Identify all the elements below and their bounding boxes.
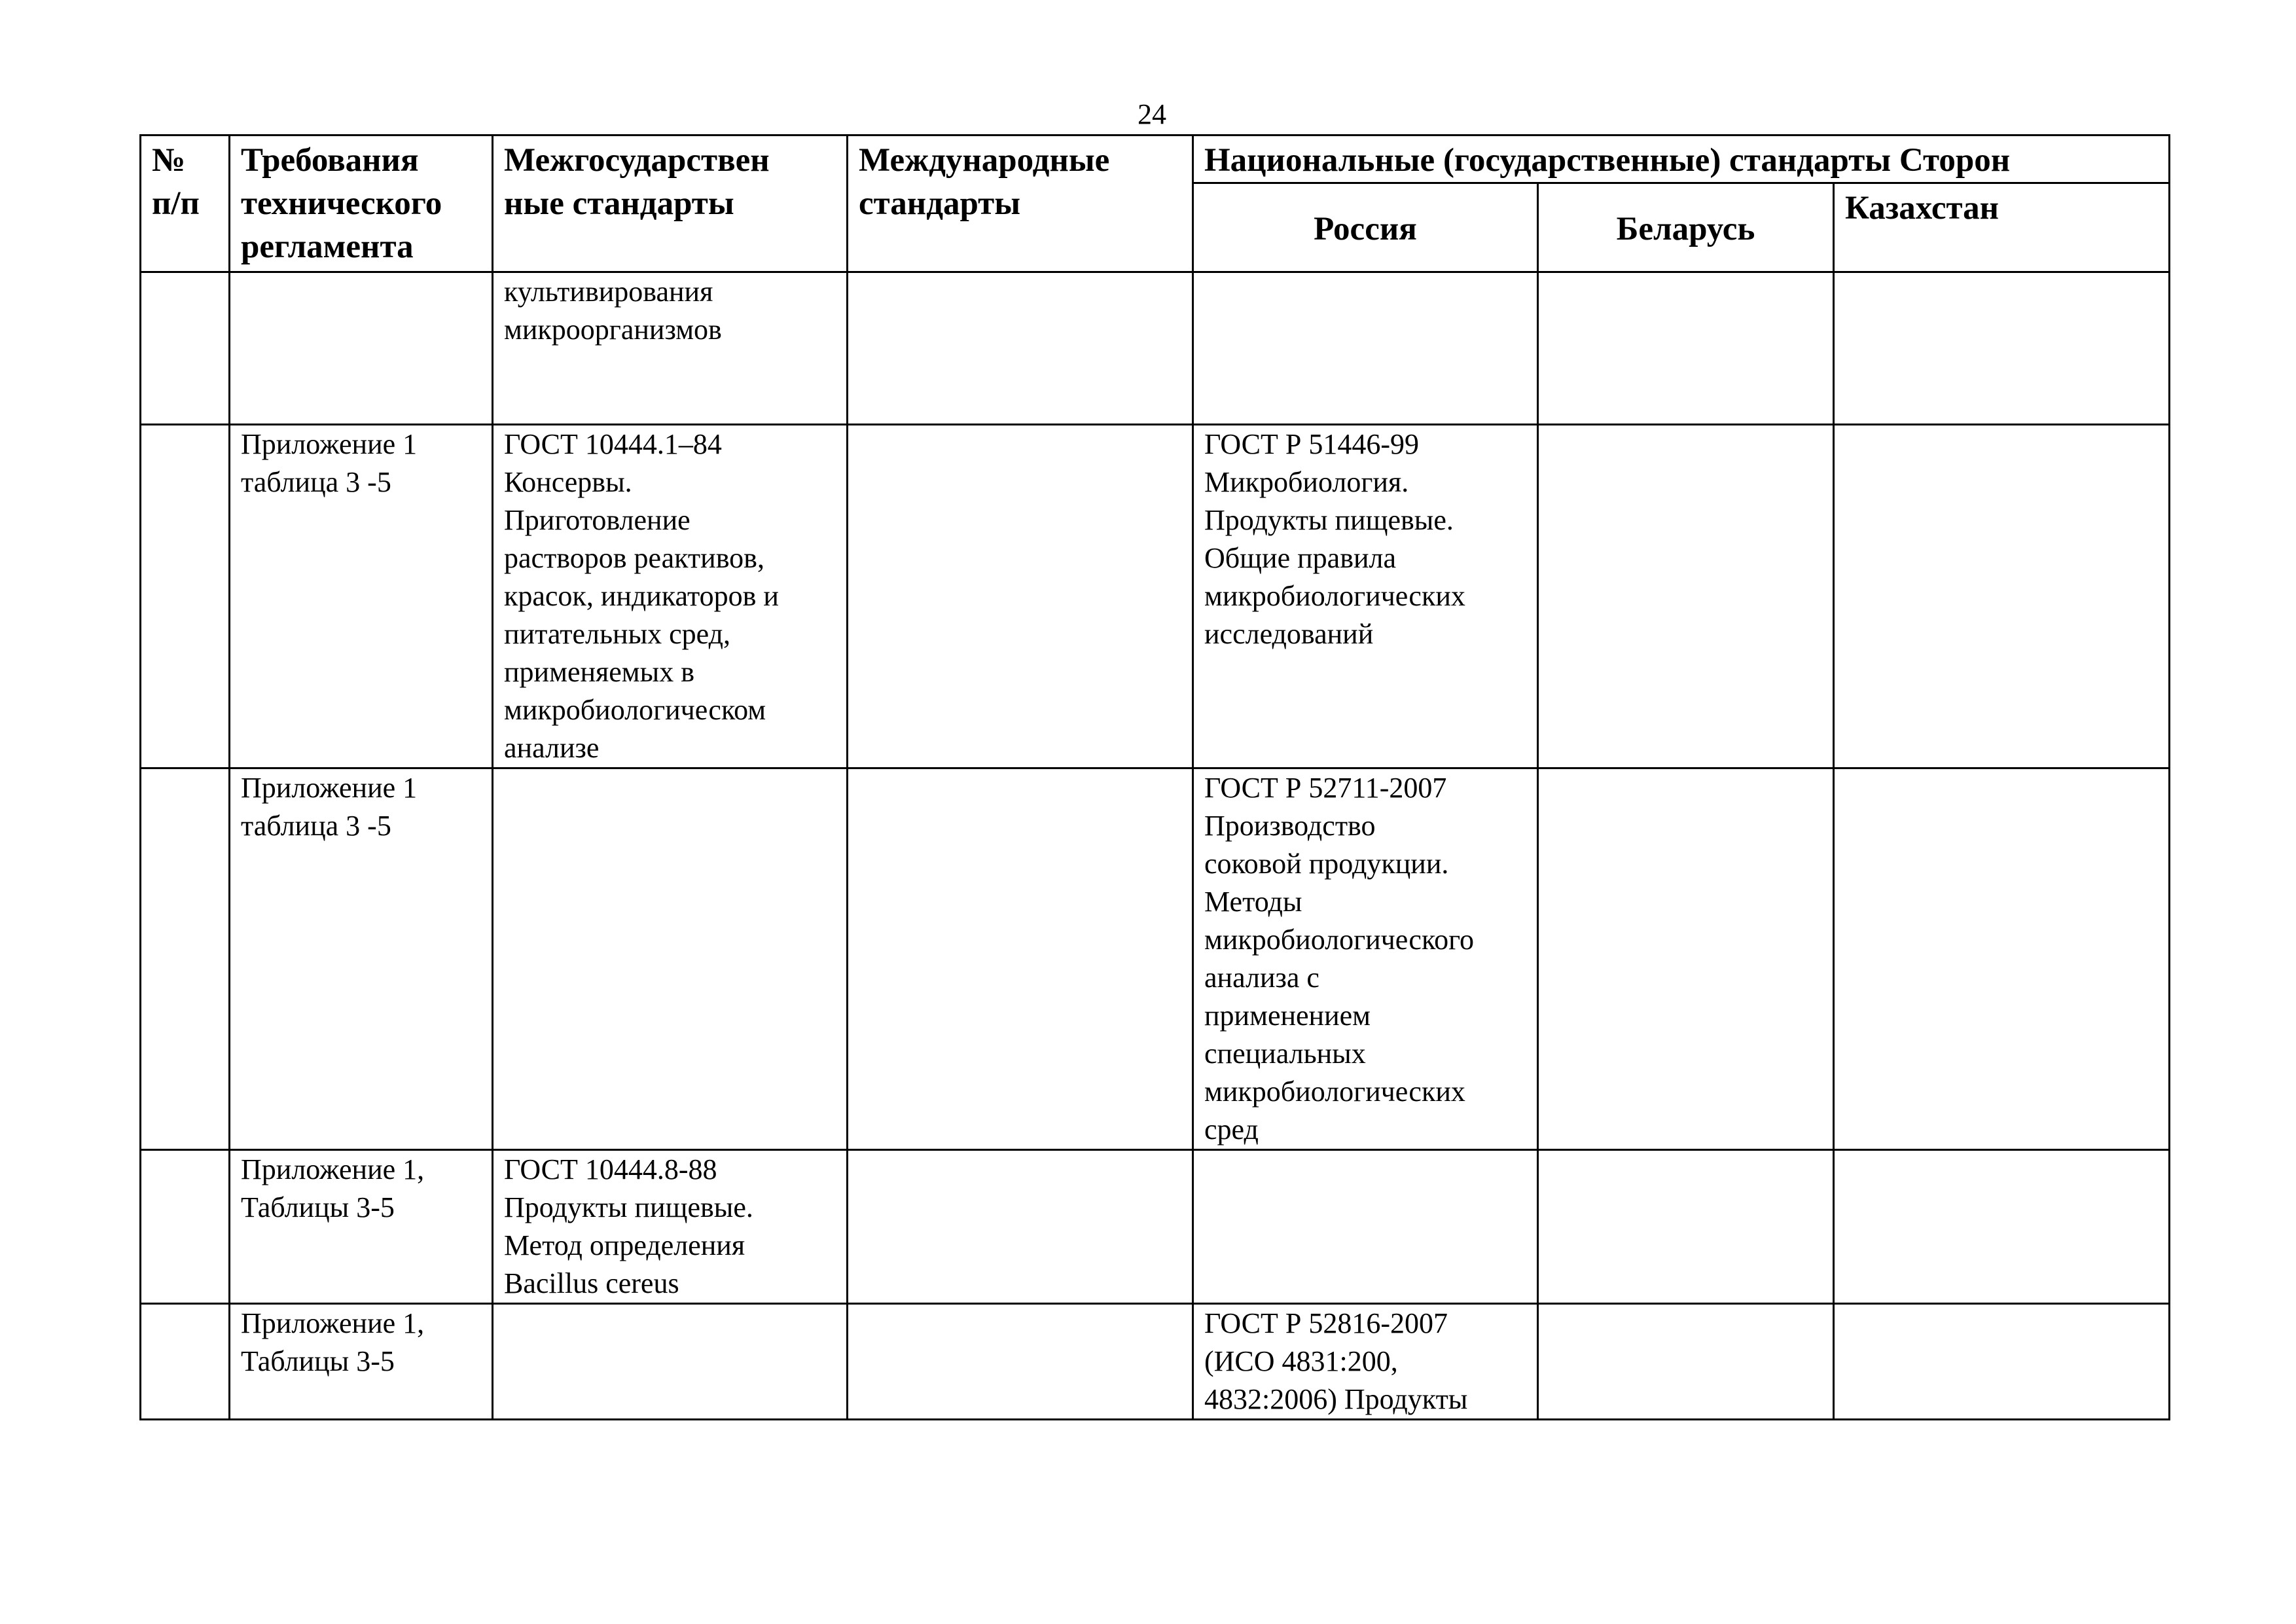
cell-kazakhstan bbox=[1834, 425, 2170, 768]
cell-kazakhstan bbox=[1834, 1304, 2170, 1420]
header-belarus: Беларусь bbox=[1538, 183, 1834, 272]
cell-kazakhstan bbox=[1834, 272, 2170, 425]
cell-kazakhstan bbox=[1834, 768, 2170, 1150]
cell-international bbox=[848, 1304, 1193, 1420]
table-row bbox=[141, 1304, 2170, 1420]
cell-requirements: Приложение 1 таблица 3 -5 bbox=[230, 768, 493, 1150]
cell-requirements bbox=[230, 272, 493, 425]
cell-num bbox=[141, 768, 230, 1150]
cell-russia bbox=[1193, 1150, 1538, 1304]
header-russia: Россия bbox=[1193, 183, 1538, 272]
header-requirements: Требования технического регламента bbox=[230, 135, 493, 272]
table-row bbox=[141, 768, 2170, 1150]
cell-requirements: Приложение 1, Таблицы 3-5 bbox=[230, 1150, 493, 1304]
cell-belarus bbox=[1538, 425, 1834, 768]
table-row bbox=[141, 272, 2170, 425]
cell-russia: ГОСТ Р 52816-2007 (ИСО 4831:200, 4832:2006) Продукты bbox=[1193, 1304, 1538, 1420]
cell-kazakhstan bbox=[1834, 1150, 2170, 1304]
cell-interstate: культивирования микроорганизмов bbox=[493, 272, 848, 425]
cell-international bbox=[848, 1150, 1193, 1304]
cell-international bbox=[848, 272, 1193, 425]
header-international-standards: Международные стандарты bbox=[848, 135, 1193, 272]
table-row bbox=[141, 425, 2170, 768]
standards-table bbox=[139, 134, 2170, 1420]
header-num: № п/п bbox=[141, 135, 230, 272]
cell-num bbox=[141, 1150, 230, 1304]
cell-international bbox=[848, 425, 1193, 768]
cell-russia bbox=[1193, 272, 1538, 425]
page-number: 24 bbox=[1138, 98, 1166, 130]
header-interstate-standards: Межгосударствен ные стандарты bbox=[493, 135, 848, 272]
cell-interstate bbox=[493, 1304, 848, 1420]
table-row bbox=[141, 1150, 2170, 1304]
cell-requirements: Приложение 1 таблица 3 -5 bbox=[230, 425, 493, 768]
cell-interstate bbox=[493, 768, 848, 1150]
cell-russia: ГОСТ Р 51446-99 Микробиология. Продукты пищевые. Общие правила микробиологических исследований bbox=[1193, 425, 1538, 768]
cell-interstate: ГОСТ 10444.1–84 Консервы. Приготовление растворов реактивов, красок, индикаторов и питательных сред, применяемых в микробиологическом анализе bbox=[493, 425, 848, 768]
cell-international bbox=[848, 768, 1193, 1150]
cell-requirements: Приложение 1, Таблицы 3-5 bbox=[230, 1304, 493, 1420]
cell-belarus bbox=[1538, 272, 1834, 425]
cell-num bbox=[141, 425, 230, 768]
cell-belarus bbox=[1538, 768, 1834, 1150]
header-kazakhstan: Казахстан bbox=[1834, 183, 2170, 272]
cell-interstate: ГОСТ 10444.8-88 Продукты пищевые. Метод определения Bacillus cereus bbox=[493, 1150, 848, 1304]
header-national-standards: Национальные (государственные) стандарты Сторон bbox=[1193, 135, 2170, 183]
cell-num bbox=[141, 272, 230, 425]
cell-belarus bbox=[1538, 1304, 1834, 1420]
cell-russia: ГОСТ Р 52711-2007 Производство соковой продукции. Методы микробиологического анализа с применением специальных микробиологических сред bbox=[1193, 768, 1538, 1150]
cell-num bbox=[141, 1304, 230, 1420]
cell-belarus bbox=[1538, 1150, 1834, 1304]
